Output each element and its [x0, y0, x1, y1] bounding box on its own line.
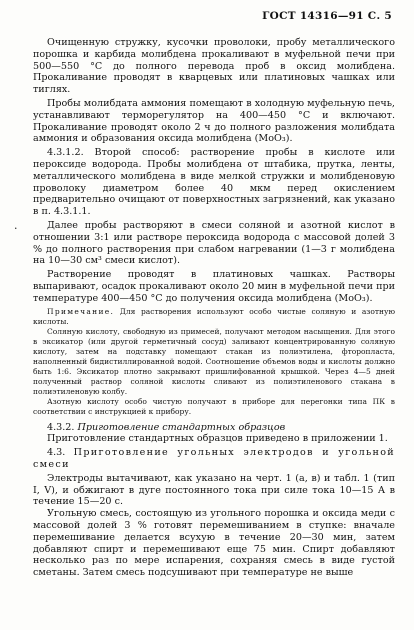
- note-text: Для растворения используют особо чистые соляную и азотную кислоты.: [33, 306, 395, 326]
- paragraph: Электроды вытачивают, как указано на черт. 1 (а, в) и табл. 1 (тип I, V), и обжигают в дуге постоянного тока при силе тока 10—15 А в течение 15—20 с.: [33, 472, 395, 508]
- small-paragraph: Азотную кислоту особо чистую получают в приборе для перегонки типа ПК в соответствии с инструкцией к прибору.: [33, 397, 395, 417]
- paragraph: 4.3.1.2. Второй способ: растворение пробы в кислоте или пероксиде водорода. Пробы молибдена от штабика, прутка, ленты, металлического молибдена в виде мелкой стружки и молибденовую проволоку диаметром более 40 мкм перед окислением предварительно очищают от поверхностных загрязнений, как указано в п. 4.3.1.1.: [33, 147, 395, 218]
- paragraph: Далее пробы растворяют в смеси соляной и азотной кислот в отношении 3:1 или растворе пероксида водорода с массовой долей 3 % до полного растворения при слабом нагревании (1—3 г молибдена на 10—30 см³ смеси кислот).: [33, 219, 395, 267]
- paragraph: Угольную смесь, состоящую из угольного порошка и оксида меди с массовой долей 3 % готовят перемешиванием в ступке: вначале перемешивание делается всухую в течение 20—30 мин, затем добавляют спирт и перемешивают еще 75 мин. Спирт добавляют несколько раз по мере испарения, сохраняя смесь в виде густой сметаны. Затем смесь подсушивают при температуре не выше: [33, 508, 395, 579]
- section-heading: [33, 422, 395, 434]
- document-body: [33, 37, 395, 579]
- page-header: ГОСТ 14316—91 С. 5: [262, 10, 392, 22]
- note: [33, 307, 395, 327]
- paragraph: Приготовление стандартных образцов приведено в приложении 1.: [47, 433, 388, 445]
- paragraph: Очищенную стружку, кусочки проволоки, пробу металлического порошка и карбида молибдена прокаливают в муфельной печи при 500—550 °С до полного перевода проб в оксид молибдена. Прокаливание проводят в кварцевых или платиновых чашках или тиглях.: [33, 37, 395, 96]
- section-heading: [33, 447, 395, 471]
- section-number: 4.3.: [47, 447, 66, 459]
- section-number: 4.3.2.: [47, 421, 75, 433]
- section-title: Приготовление угольных электродов и угольной смеси: [33, 447, 395, 470]
- note-label: Примечание.: [47, 306, 115, 316]
- paragraph: Растворение проводят в платиновых чашках. Растворы выпаривают, осадок прокаливают около 20 мин в муфельной печи при температуре 400—450 °С до получения оксида молибдена (MoO₃).: [33, 269, 396, 304]
- margin-mark: ·: [14, 222, 18, 235]
- section-title: Приготовление стандартных образцов: [74, 421, 286, 433]
- small-paragraph: Соляную кислоту, свободную из примесей, получают методом насыщения. Для этого в эксикатор (или другой герметичный сосуд) заливают концентрированную соляную кислоту, затем на подставку помещают стакан из полиэтилена, фторопласта, наполненный бидистиллированной водой. Соотношение объемов воды и кислоты должно быть 1:6. Эксикатор плотно закрывают пришлифованной крышкой. Через 4—5 дней полученный раствор соляной кислоты сливают из полиэтиленового стакана в полиэтиленовую колбу.: [33, 326, 395, 397]
- paragraph: Пробы молибдата аммония помещают в холодную муфельную печь, устанавливают терморегулятор на 400—450 °С и включают. Прокаливание проводят около 2 ч до полного разложения молибдата аммония и образования оксида молибдена (MoO₃).: [33, 97, 395, 145]
